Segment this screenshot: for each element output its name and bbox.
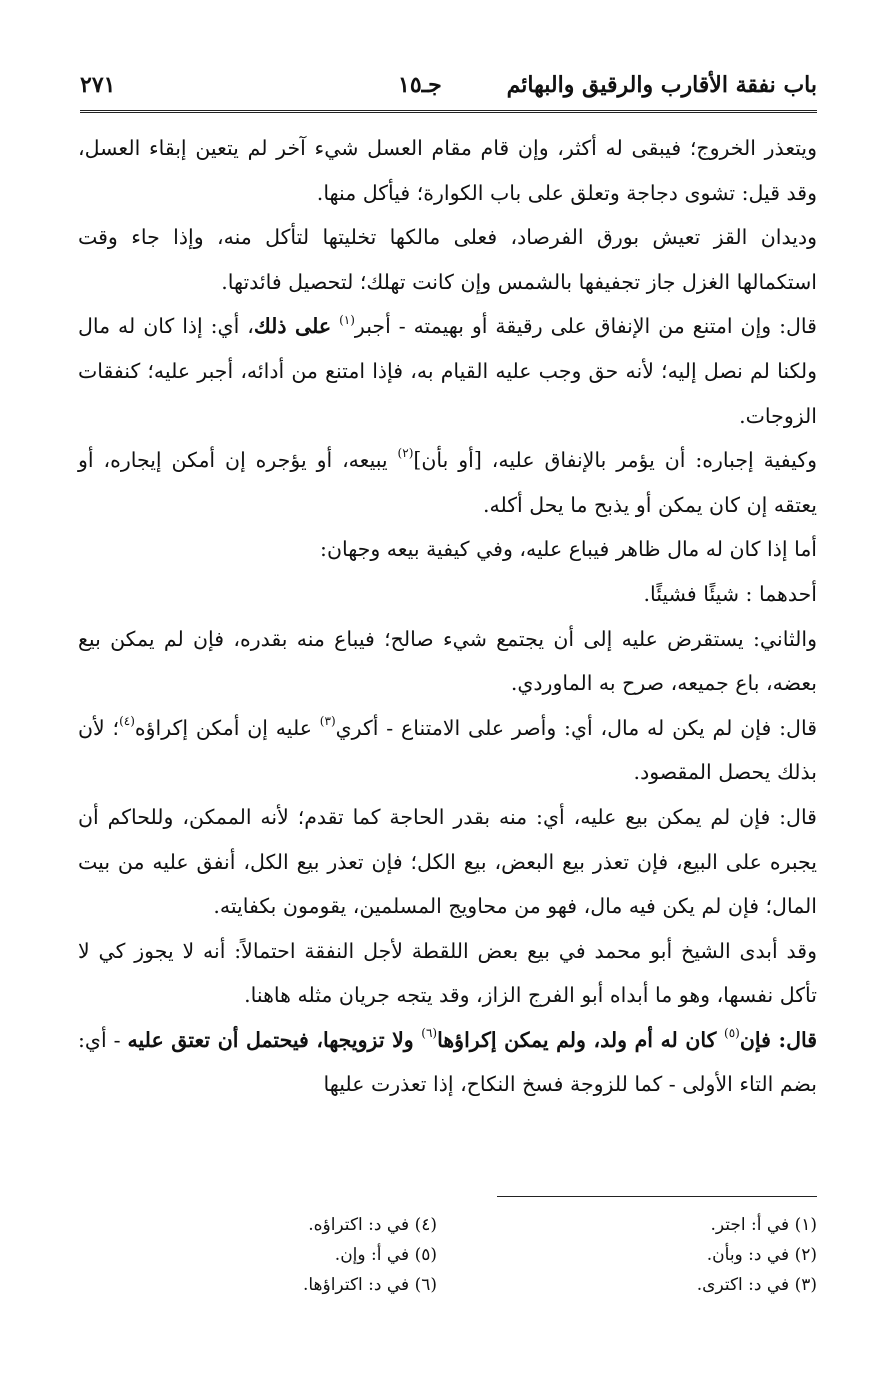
- text-run: - أي: بضم التاء الأولى - كما للزوجة فسخ النكاح، إذا تعذرت عليها: [78, 1027, 817, 1097]
- page-number: ٢٧١: [80, 72, 116, 98]
- footnote-column-left: [177, 1210, 437, 1300]
- footnote-column-right: [517, 1210, 817, 1300]
- text-run: قال: فإن لم يكن له مال، أي: وأصر على الامتناع - أكري: [335, 715, 817, 740]
- footnote-ref: (٥): [724, 1026, 740, 1041]
- footnote-ref: (٢): [397, 446, 414, 461]
- paragraph-7: والثاني: يستقرض عليه إلى أن يجتمع شيء صالح؛ فيباع منه بقدره، فإن لم يمكن بيع بعضه، باع جميعه، صرح به الماوردي.: [78, 626, 817, 696]
- footnote-item: [517, 1270, 817, 1300]
- paragraph-10: وقد أبدى الشيخ أبو محمد في بيع بعض اللقطة لأجل النفقة احتمالاً: أنه لا يجوز كي لا تأكل نفسها، وهو ما أبداه أبو الفرج الزاز، وقد يتجه جريان مثله هاهنا.: [78, 938, 817, 1008]
- footnote-item: [177, 1210, 437, 1240]
- volume-label: جـ١٥: [398, 72, 442, 98]
- footnote-number: (٤): [414, 1215, 437, 1235]
- paragraph-1: ويتعذر الخروج؛ فيبقى له أكثر، وإن قام مقام العسل شيء آخر لم يتعين إبقاء العسل، وقد قيل: تشوى دجاجة وتعلق على باب الكوارة؛ فيأكل منها.: [78, 136, 817, 205]
- footnote-number: (١): [794, 1215, 817, 1235]
- footnote-item: [517, 1240, 817, 1270]
- footnote-ref: (٣): [319, 713, 336, 728]
- footnote-text: في أ: وإن.: [334, 1245, 410, 1265]
- footnote-number: (٥): [414, 1245, 437, 1265]
- text-run: ، أي: إذا كان له مال ولكنا لم نصل إليه؛ لأنه حق وجب عليه القيام به، فإذا امتنع من أدائه، أجبر عليه؛ كنفقات الزوجات.: [78, 314, 817, 428]
- footnote-text: في د: اكتراؤها.: [302, 1275, 410, 1295]
- paragraph-5: أما إذا كان له مال ظاهر فيباع عليه، وفي كيفية بيعه وجهان:: [320, 537, 817, 562]
- text-run: يبيعه، أو يؤجره إن أمكن إيجاره، أو يعتقه إن كان يمكن أو يذبح ما يحل أكله.: [78, 448, 817, 517]
- paragraph-6: أحدهما : شيئًا فشيئًا.: [643, 581, 817, 606]
- paragraph-3: [78, 304, 817, 438]
- paragraph-4: [78, 438, 817, 527]
- bold-text: على ذلك: [253, 314, 332, 339]
- main-text: [78, 126, 817, 1107]
- footnote-ref: (٤): [119, 713, 135, 728]
- text-run: وكيفية إجباره: أن يؤمر بالإنفاق عليه، [أو بأن]: [413, 448, 817, 473]
- text-run: [331, 314, 339, 338]
- paragraph-9: قال: فإن لم يمكن بيع عليه، أي: منه بقدر الحاجة كما تقدم؛ لأنه الممكن، وللحاكم أن يجبره على البيع، فإن تعذر بيع البعض، بيع الكل؛ فإن تعذر بيع الكل، أنفق عليه من بيت المال؛ فإن لم يكن فيه مال، فهو من محاويج المسلمين، يقومون بكفايته.: [78, 804, 817, 919]
- footnote-separator: [497, 1196, 817, 1197]
- running-header: [80, 62, 817, 113]
- footnote-item: [517, 1210, 817, 1240]
- text-run: عليه إن أمكن إكراؤه: [134, 715, 320, 740]
- chapter-title: باب نفقة الأقارب والرقيق والبهائم: [506, 72, 817, 98]
- paragraph-2: وديدان القز تعيش بورق الفرصاد، فعلى مالكها تخليتها لتأكل منه، وإذا جاء وقت استكمالها الغزل جاز تجفيفها بالشمس وإن كانت تهلك؛ لتحصيل فائدتها.: [78, 225, 817, 294]
- text-run: ؛ لأن بذلك يحصل المقصود.: [78, 715, 817, 785]
- footnote-item: [177, 1270, 437, 1300]
- bold-text: كان له أم ولد، ولم يمكن إكراؤها: [437, 1027, 725, 1052]
- bold-text: قال: فإن: [739, 1027, 818, 1052]
- footnote-number: (٢): [794, 1245, 817, 1265]
- paragraph-11: [78, 1018, 817, 1107]
- paragraph-8: [78, 706, 817, 795]
- footnote-text: في د: اكترى.: [696, 1275, 790, 1295]
- footnote-number: (٣): [794, 1275, 817, 1295]
- bold-text: ولا تزويجها، فيحتمل أن تعتق عليه: [127, 1027, 422, 1052]
- footnote-ref: (١): [339, 312, 355, 327]
- footnote-text: في أ: اجتر.: [710, 1215, 790, 1235]
- text-run: قال: وإن امتنع من الإنفاق على رقيقة أو بهيمته - أجبر: [354, 314, 817, 339]
- footnote-number: (٦): [414, 1275, 437, 1295]
- footnote-text: في د: اكتراؤه.: [308, 1215, 410, 1235]
- footnote-ref: (٦): [421, 1026, 438, 1041]
- footnote-item: [177, 1240, 437, 1270]
- footnote-text: في د: وبأن.: [706, 1245, 790, 1265]
